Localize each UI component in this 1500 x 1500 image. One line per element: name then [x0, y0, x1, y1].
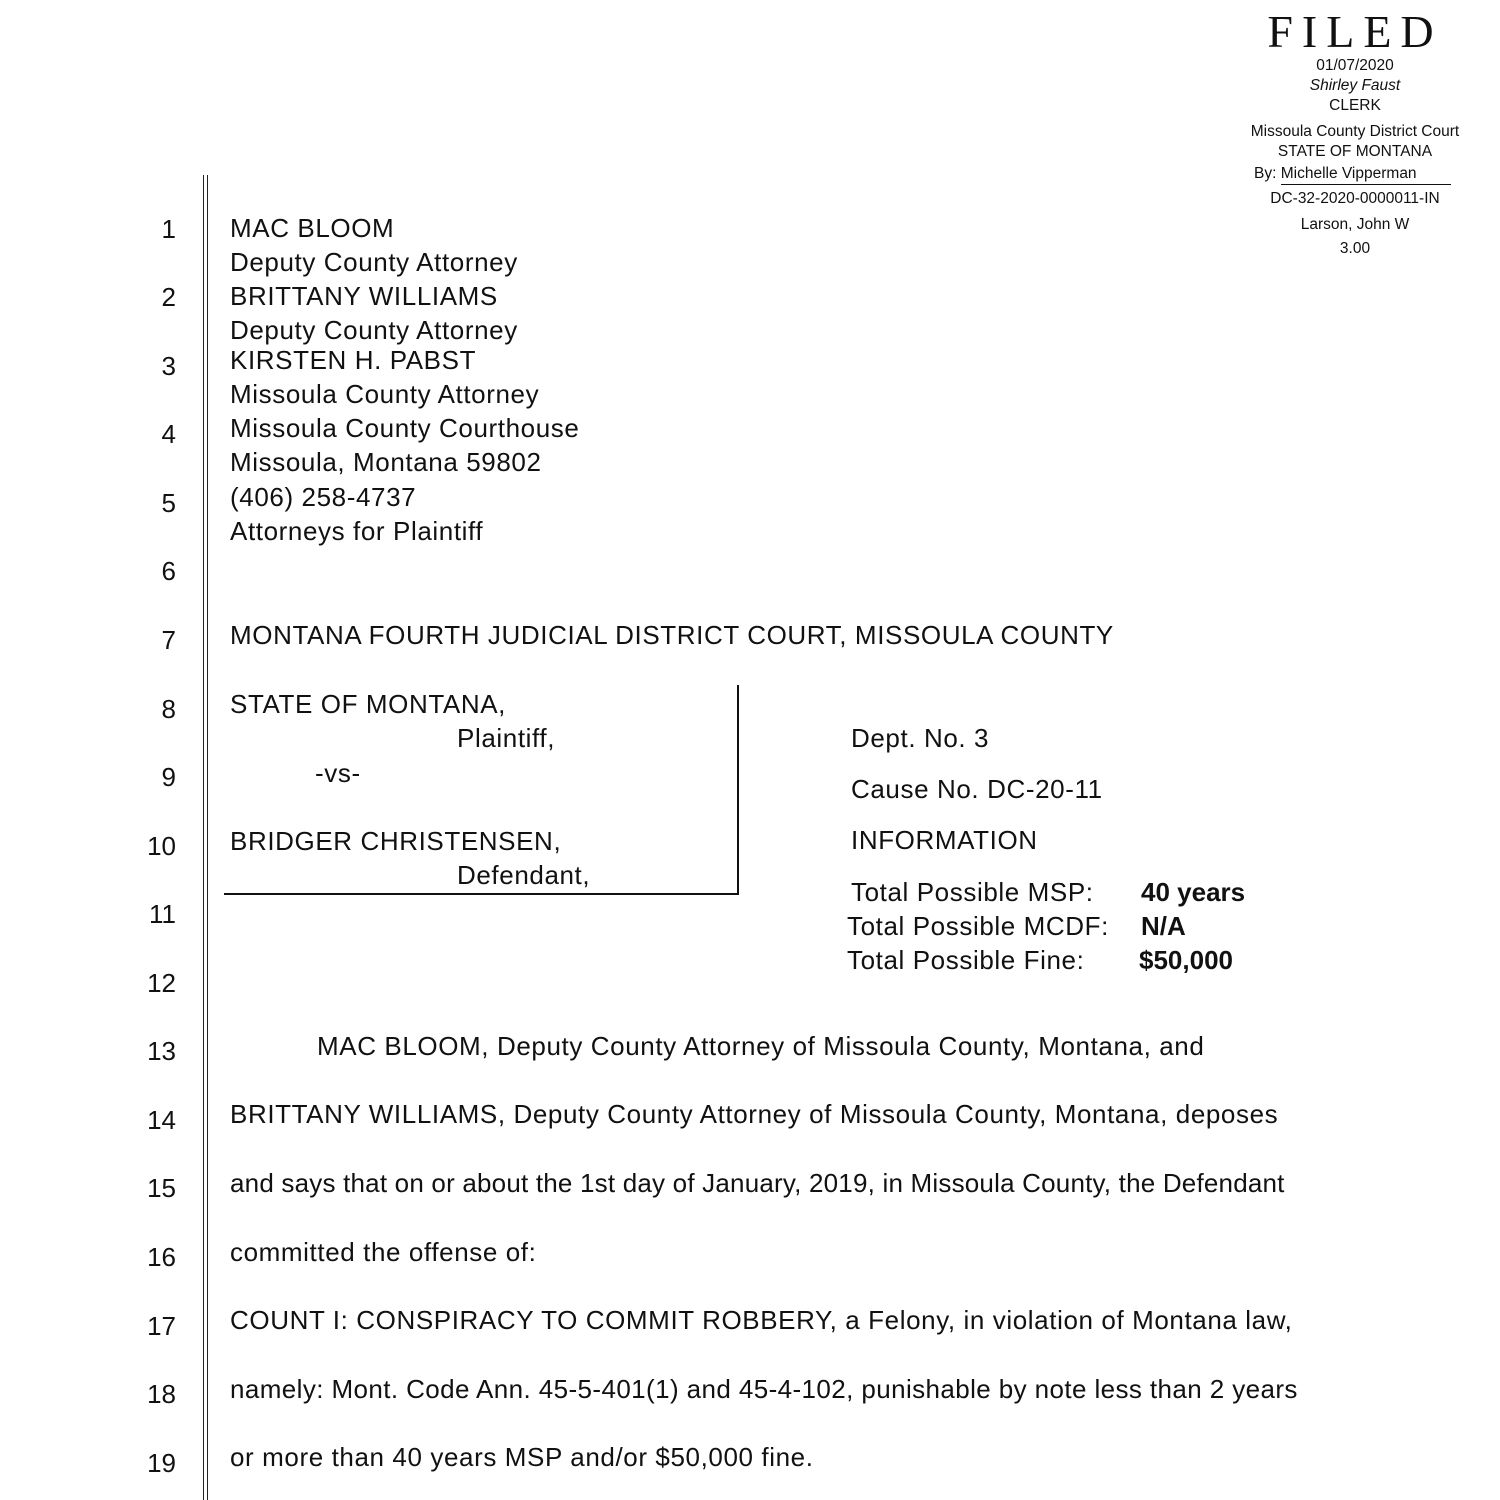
- attorney-line: MAC BLOOM: [230, 213, 395, 243]
- attorney-line: Deputy County Attorney: [230, 315, 518, 345]
- stamp-judge: Larson, John W: [1300, 216, 1410, 233]
- stamp-clerk-name: Shirley Faust: [1309, 77, 1401, 94]
- attorney-line: BRITTANY WILLIAMS: [230, 281, 498, 311]
- line-number: 19: [147, 1448, 176, 1478]
- msp-value: 40 years: [1141, 877, 1246, 907]
- stamp-clerk-title: CLERK: [1329, 97, 1381, 114]
- msp-label: Total Possible MSP:: [851, 877, 1094, 907]
- line-number: 13: [147, 1036, 176, 1066]
- line-number: 7: [161, 625, 176, 655]
- count-line: COUNT I: CONSPIRACY TO COMMIT ROBBERY, a Felony, in violation of Montana law,: [230, 1305, 1293, 1335]
- attorney-line: Attorneys for Plaintiff: [230, 516, 484, 546]
- line-number: 17: [147, 1311, 176, 1341]
- line-number: 16: [147, 1242, 176, 1272]
- filed-stamp: [1200, 8, 1500, 259]
- dept-number: Dept. No. 3: [851, 723, 990, 753]
- body-line: namely: Mont. Code Ann. 45-5-401(1) and 45-4-102, punishable by note less than 2 years: [230, 1374, 1298, 1404]
- caption-box-bottom-border: [224, 893, 739, 895]
- line-number: 3: [161, 351, 176, 381]
- body-line: MAC BLOOM, Deputy County Attorney of Missoula County, Montana, and: [317, 1031, 1205, 1061]
- line-number: 1: [161, 214, 176, 244]
- caption-versus: -vs-: [315, 758, 361, 788]
- fine-value: $50,000: [1139, 945, 1233, 975]
- attorney-line: KIRSTEN H. PABST: [230, 345, 477, 375]
- court-heading: MONTANA FOURTH JUDICIAL DISTRICT COURT, MISSOULA COUNTY: [230, 620, 1114, 650]
- caption-defendant: BRIDGER CHRISTENSEN,: [230, 826, 562, 856]
- line-number: 18: [147, 1379, 176, 1409]
- stamp-by-label: By:: [1254, 165, 1277, 182]
- line-number: 11: [149, 899, 176, 929]
- margin-rule-left: [203, 175, 204, 1500]
- line-number: 4: [161, 419, 176, 449]
- line-number: 6: [161, 556, 176, 586]
- line-number: 8: [161, 694, 176, 724]
- line-number: 5: [161, 488, 176, 518]
- stamp-fee: 3.00: [1339, 240, 1371, 257]
- margin-rule-right: [207, 175, 208, 1500]
- stamp-date: 01/07/2020: [1316, 57, 1394, 74]
- attorney-line: Missoula County Attorney: [230, 379, 540, 409]
- line-number: 2: [161, 282, 176, 312]
- attorney-line: (406) 258-4737: [230, 482, 417, 512]
- stamp-filed-heading: FILED: [1267, 6, 1443, 57]
- body-line: or more than 40 years MSP and/or $50,000 fine.: [230, 1442, 814, 1472]
- line-number: 14: [147, 1105, 176, 1135]
- line-number: 10: [147, 831, 176, 861]
- stamp-state: STATE OF MONTANA: [1277, 143, 1433, 160]
- caption-plaintiff: STATE OF MONTANA,: [230, 689, 506, 719]
- stamp-case-number: DC-32-2020-0000011-IN: [1270, 190, 1440, 207]
- fine-label: Total Possible Fine:: [847, 945, 1085, 975]
- caption-plaintiff-role: Plaintiff,: [457, 723, 556, 753]
- attorney-line: Missoula County Courthouse: [230, 413, 580, 443]
- body-line: and says that on or about the 1st day of January, 2019, in Missoula County, the Defendant: [230, 1168, 1285, 1198]
- mcdf-label: Total Possible MCDF:: [847, 911, 1109, 941]
- attorney-line: Deputy County Attorney: [230, 247, 518, 277]
- document-type: INFORMATION: [851, 825, 1038, 855]
- attorney-line: Missoula, Montana 59802: [230, 447, 542, 477]
- stamp-by-name: Michelle Vipperman: [1281, 164, 1451, 185]
- cause-number: Cause No. DC-20-11: [851, 774, 1103, 804]
- mcdf-value: N/A: [1141, 911, 1186, 941]
- line-number: 15: [147, 1173, 176, 1203]
- line-number: 9: [161, 762, 176, 792]
- stamp-by: [1254, 164, 1500, 185]
- body-line: committed the offense of:: [230, 1237, 537, 1267]
- caption-defendant-role: Defendant,: [457, 860, 591, 890]
- line-number: 12: [147, 968, 176, 998]
- body-line: BRITTANY WILLIAMS, Deputy County Attorney of Missoula County, Montana, deposes: [230, 1099, 1279, 1129]
- stamp-court: Missoula County District Court: [1250, 123, 1460, 140]
- caption-box-right-border: [737, 685, 739, 895]
